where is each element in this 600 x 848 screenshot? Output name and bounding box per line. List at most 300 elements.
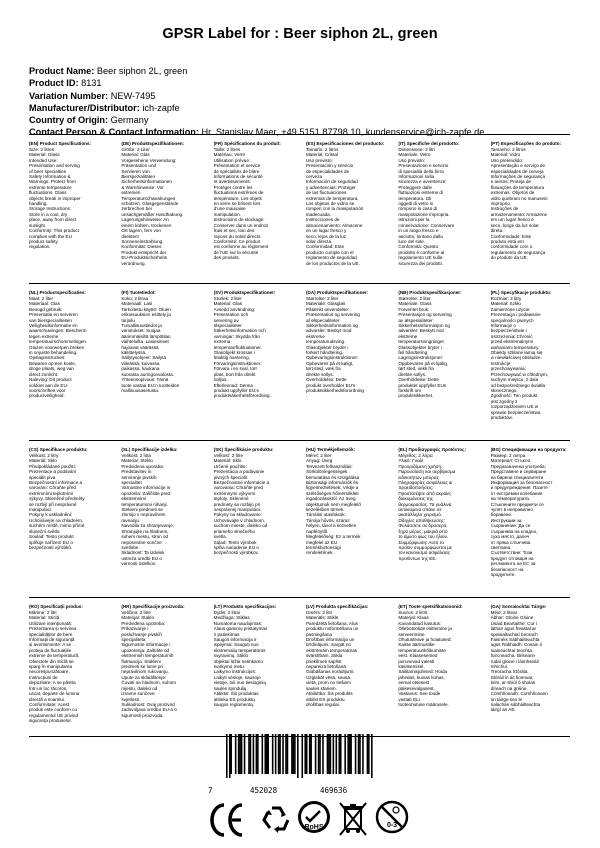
spec-line: suhem mestu, stran od	[121, 534, 169, 540]
spec-line: priameho slnečného	[213, 528, 256, 534]
svg-text:RoHS: RoHS	[304, 824, 324, 831]
product-info-key: Product Name:	[29, 66, 95, 76]
spec-line: Lagringsinstruksjoner:	[398, 355, 444, 361]
barcode-bar	[226, 734, 228, 778]
spec-line: speciálit piva	[29, 474, 56, 480]
spec-line: Materiale: Vetro	[398, 152, 431, 158]
product-info	[29, 65, 589, 139]
spec-line: suchom mieste, ďaleko od	[213, 523, 268, 529]
spec-line: brīdinājumi: Sargāt no	[305, 642, 351, 648]
spec-line: necorespunzătoare.	[29, 669, 70, 675]
spec-line: Ort lagern, fern von	[121, 228, 161, 234]
spec-column	[121, 447, 203, 595]
spec-line: Material: Steklo	[121, 458, 153, 464]
spec-line: handling.	[29, 201, 48, 207]
spec-line: Material: Glas	[121, 152, 150, 158]
spec-line: vidro quebram no manuseio	[490, 195, 548, 201]
spec-line: complies with the EU	[29, 233, 72, 239]
spec-line: Drošības informācija un	[305, 637, 355, 643]
product-info-row	[29, 65, 589, 77]
spec-line: tuote vastaa EU:n tuotteiden	[121, 382, 180, 388]
barcode-bar	[257, 734, 259, 774]
spec-heading: (LV) Produkta specifikācijas:	[305, 604, 369, 609]
rohs-icon	[298, 801, 330, 833]
spec-heading: (NL) Productspecificaties:	[29, 290, 86, 295]
spec-line: w niewłaściwej obsłudze.	[490, 355, 542, 361]
spec-line: solar directa.	[305, 238, 333, 244]
spec-line: bemutatása és szolgálása	[305, 474, 360, 480]
spec-heading: (HR) Specifikacije proizvoda:	[121, 604, 185, 609]
spec-line: place, away from direct	[29, 217, 77, 223]
spec-line: e avisos: Proteja de	[490, 179, 531, 185]
spec-line: szélsőséges hőmérsékleti	[305, 490, 359, 496]
spec-line: temperaturudsving.	[305, 339, 346, 345]
spec-line: des produits.	[213, 255, 240, 261]
spec-line: Bewaren op een koele,	[29, 360, 76, 366]
spec-line: .	[305, 393, 308, 399]
spec-line: bezpečnosti výrobkov.	[213, 550, 259, 556]
spec-line: flutuações de temperatura	[490, 184, 545, 190]
barcode-bar	[294, 734, 296, 774]
spec-line: Glasobjekt krossas i	[213, 350, 255, 356]
spec-line: Méret: 2 liter	[305, 453, 332, 458]
spec-line: Atitiktis: Šis produktas	[213, 691, 259, 697]
barcode-bar	[244, 734, 246, 774]
spec-heading: (RO) Specificații produs:	[29, 604, 83, 609]
spec-line: teploty. Sklenené	[213, 496, 249, 502]
trashbin-crossed-icon	[340, 803, 366, 835]
barcode-bar	[279, 734, 281, 774]
spec-line: af ølspecialiteter	[305, 317, 340, 323]
barcode	[226, 734, 374, 778]
spec-line: extremas. Objetos de	[490, 190, 535, 196]
spec-line: Φυλάσσετε σε δροσερό,	[398, 523, 448, 529]
spec-line: ekstreme	[398, 333, 418, 339]
spec-line: Presentasjon og servering	[398, 312, 452, 318]
spec-line: produktsikkerhet.	[398, 393, 434, 399]
spec-line: saugos reglamentą.	[213, 701, 255, 707]
spec-heading: (SK) Špecifikácie produktu:	[213, 447, 274, 452]
spec-line: Treoracha Stórála:	[490, 669, 529, 675]
spec-heading: (GA) Sonraíochtaí Táirge:	[490, 604, 547, 609]
spec-line: produktsäkerhetsförordning.	[213, 393, 271, 399]
spec-line: priekšmeti saplīst	[305, 658, 342, 664]
spec-line: на температурата.	[490, 496, 531, 502]
product-info-value: Beer siphon 2L, green	[96, 66, 188, 76]
spec-line: forskrift om	[398, 387, 422, 393]
spec-line: Материал: Стъкло	[490, 458, 531, 464]
spec-line: waarschuwingen: Bescherm	[29, 328, 87, 334]
spec-line: Prezentace a podávání	[29, 469, 77, 475]
product-info-row	[29, 126, 589, 138]
spec-line: varování: Chraňte před	[29, 485, 76, 491]
spec-line: Conformitate: Acest	[29, 701, 70, 707]
spec-line: vastab ELi	[398, 696, 420, 702]
barcode-bar	[368, 734, 370, 774]
spec-line: Presentatie en serveren	[29, 312, 78, 318]
spec-line: helyen, távol a közvetlen	[305, 523, 357, 529]
spec-line: Faisnéis Sábháilteachta	[490, 637, 540, 643]
spec-line: ekstremalių temperatūros	[213, 647, 266, 653]
spec-line: sluneční světlo.	[29, 528, 61, 534]
spec-line: безопасност на	[490, 566, 524, 572]
spec-line: Opbevaringsinstruktioner:	[305, 355, 359, 361]
spec-line: izravne sunčeve	[121, 691, 155, 697]
spec-line: Suurus: 2 liitrit	[398, 610, 428, 615]
spec-line: pasniegšana	[305, 631, 333, 637]
spec-line: y advertencias: Proteger	[305, 184, 356, 190]
spec-line: Størrelse: 2 liter	[305, 296, 339, 301]
spec-line: Sörkülönlegességek	[305, 469, 348, 475]
spec-column	[306, 141, 388, 281]
spec-line: przechowywania:	[490, 366, 526, 372]
spec-line: įspėjimai: Saugoti nuo	[213, 642, 259, 648]
product-info-row	[29, 77, 589, 89]
spec-line: Zgodność: Ten produkt	[490, 393, 538, 399]
spec-line: foircneacha. Briseann	[490, 653, 536, 659]
spec-line: servering av	[213, 317, 239, 323]
spec-line: cerveza	[305, 174, 323, 180]
spec-line: Storage Instructions:	[29, 206, 72, 212]
spec-line: äärimmäisiltä lämpötilan	[121, 333, 171, 339]
spec-line: hajoavat väärässä	[121, 344, 159, 350]
spec-column	[398, 290, 480, 438]
spec-line: posluživanje pivskih	[121, 631, 162, 637]
spec-line: Säilitamisjuhised: Hoida	[398, 669, 448, 675]
spec-line: ξηρό μέρος, μακριά από	[398, 528, 448, 534]
spec-line: Dydis: 2 litrai	[213, 610, 240, 615]
spec-line: pivných špecialít	[213, 474, 248, 480]
spec-line: ölspecialiteter	[213, 323, 242, 329]
spec-line: Prezentarea și servirea	[29, 626, 77, 632]
spec-line: регламента на ЕС за	[490, 561, 536, 567]
spec-line: Размер: 2 литра	[490, 453, 526, 458]
barcode-bar	[362, 734, 364, 774]
spec-line: eemal otsesest	[398, 680, 430, 686]
spec-line: tarjoilu	[121, 317, 135, 323]
spec-line: tegen extreme	[29, 333, 59, 339]
spec-line: depozitare: A se păstra	[29, 680, 76, 686]
spec-line: Určené použitie:	[213, 463, 247, 469]
spec-line: svetlobe.	[121, 544, 140, 550]
spec-line: Avsedd användning:	[213, 306, 256, 312]
spec-line: rompono in caso di	[398, 206, 438, 212]
spec-line: Sonneneinstrahlung.	[121, 238, 164, 244]
barcode-bar	[336, 734, 338, 774]
spec-line: regolamento UE sulla	[398, 255, 443, 261]
spec-line: purunevad valesti	[398, 658, 435, 664]
spec-line: Uchovávajte v chladnom,	[213, 517, 265, 523]
spec-line: Overholdelse: Dette	[305, 377, 347, 383]
spec-line: ingadozásoktól. Az üveg	[305, 496, 356, 502]
spec-line: megfelel az EU	[305, 539, 338, 545]
spec-line: almacenamiento: Almacene	[305, 222, 363, 228]
spec-line: Velikost: 2 litra	[121, 453, 151, 458]
spec-line: varovania: Chráňte pred	[213, 485, 263, 491]
spec-line: saules stariem.	[305, 685, 337, 691]
spec-line: nepravilnom rukovanju.	[121, 669, 169, 675]
spec-line: fluctuations extrêmes de	[213, 190, 264, 196]
spec-line: prodotto è conforme al	[398, 249, 445, 255]
spec-line: direkte sollys.	[398, 371, 427, 377]
spec-line: táirgí an AE.	[490, 707, 516, 713]
barcode-bar	[358, 734, 360, 774]
spec-line: słonecznego.	[490, 387, 518, 393]
spec-line: Õllebotoolide esitlemine ja	[398, 626, 452, 632]
spec-line: Bezpečnostné informácie a	[213, 480, 270, 486]
divider	[29, 134, 570, 135]
barcode-bar	[344, 734, 346, 774]
spec-line: opozorila: Zaščitite pred	[121, 490, 171, 496]
spec-line: splňuje nařízení EU o	[29, 539, 73, 545]
spec-line: Стъклените предмети се	[490, 501, 544, 507]
spec-line: Instrukcje	[490, 360, 511, 366]
spec-line: Vastavus: See toode	[398, 691, 441, 697]
spec-line: Size: 2 litres	[29, 147, 55, 152]
spec-line: Sigurnosne informacije i	[121, 642, 171, 648]
barcode-bar	[322, 734, 324, 774]
spec-column	[306, 447, 388, 595]
spec-line: extremas de temperatura.	[305, 195, 359, 201]
spec-line: de especialidades de	[305, 168, 350, 174]
spec-line: Prikazivanje i	[121, 626, 149, 632]
spec-line: продукт отговаря на	[490, 555, 534, 561]
spec-line: en verre se brisent lors	[213, 201, 261, 207]
barcode-bar	[282, 734, 284, 774]
spec-line: Materiaal: Glas	[29, 301, 60, 307]
spec-line: Overholdelse: Dette	[398, 377, 439, 383]
spec-line: van bierspecialiteiten	[29, 317, 72, 323]
spec-line: Efterlevnad: Denna	[213, 382, 253, 388]
spec-line: feil håndtering.	[398, 350, 429, 356]
spec-line: Præsentation og servering	[305, 312, 360, 318]
spec-line: от пряка слънчева	[490, 539, 531, 545]
spec-line: Bierspezialitäten	[121, 174, 156, 180]
spec-line: Οδηγίες αποθήκευσης:	[398, 517, 446, 523]
product-info-value: ich-zapfe	[142, 102, 180, 113]
spec-line: Presentation och	[213, 312, 249, 318]
spec-line: Produkt entspricht der	[121, 249, 167, 255]
spec-line: extrema	[213, 339, 231, 345]
spec-line: in un luogo fresco e	[398, 228, 439, 234]
spec-line: Storlek: 2 liter	[213, 296, 242, 301]
spec-line: zlomijo v nepravilnem	[121, 512, 166, 518]
spec-line: & Warnhinweise: Vor	[121, 184, 164, 190]
spec-line: Instructions de stockage:	[213, 217, 265, 223]
spec-line: Store in a cool, dry	[29, 211, 68, 217]
spec-line: διακυμάνσεις της	[398, 496, 433, 502]
spec-line: zerbrechen bei	[121, 206, 152, 212]
spec-line: en un lugar fresco y	[305, 228, 347, 234]
spec-line: speisialtachtaí beorach	[490, 631, 538, 637]
spec-line: αντικείμενα σπάνε σε	[398, 507, 442, 513]
spec-line: Yhteensopivuus: Tämä	[121, 377, 169, 383]
spec-line: suchém místě, mimo přímé	[29, 523, 85, 529]
spec-line: Material: Glass	[29, 152, 60, 158]
spec-line: manipulation.	[213, 211, 241, 217]
spec-line: temperatura. Gli	[398, 195, 432, 201]
spec-line: и предупреждения: Пазете	[490, 485, 548, 491]
product-info-value: 8131	[81, 78, 102, 89]
spec-line: Materijal: Staklo	[121, 615, 155, 621]
compliance-symbols	[0, 797, 600, 839]
spec-line: Glabāšanas norādījumi:	[305, 669, 355, 675]
spec-heading: (EL) Προδιαγραφές προϊόντος:	[398, 447, 467, 452]
spec-line: ostrzeżenia: Chronić	[490, 333, 533, 339]
spec-line: de las fluctuaciones	[305, 190, 347, 196]
barcode-bar	[241, 734, 243, 774]
spec-line: produkt overholder EU's	[305, 382, 356, 388]
spec-line: Temperaturschwankungen	[121, 195, 176, 201]
spec-column	[491, 604, 573, 734]
barcode-bar	[318, 734, 320, 774]
spec-line: Kavandatud kasutus:	[398, 620, 442, 626]
spec-line: Prezentacja i podawanie	[490, 312, 541, 318]
spec-line: Tárolási utasítások:	[305, 512, 346, 518]
spec-line: regulamentul UE privind	[29, 712, 79, 718]
spec-line: Opbevares på et køligt,	[305, 360, 354, 366]
spec-line: Instruções de	[490, 206, 519, 212]
spec-line: προϊόντων της ΕΕ.	[398, 555, 437, 561]
spec-line: produkt uppfyller EU:s	[213, 387, 259, 393]
spec-line: Dimensione: 2 litri	[398, 147, 435, 152]
spec-line: ravnanju.	[121, 517, 141, 523]
spec-line: Información de seguridad	[305, 179, 358, 185]
spec-line: specialitet	[121, 480, 142, 486]
product-info-row	[29, 90, 589, 102]
spec-line: Safety Information &	[29, 174, 71, 180]
barcode-bar	[272, 734, 274, 774]
spec-line: mhíchuí.	[490, 664, 509, 670]
spec-column	[29, 604, 111, 734]
spec-line: Materiale: Glasglas	[305, 301, 346, 307]
spec-line: Saugos informacija ir	[213, 637, 257, 643]
spec-line: Čuvati na hladnom, suhom	[121, 680, 176, 686]
spec-line: Megfelelőség: Ez a termék	[305, 534, 361, 540]
spec-line: extreme temperature	[29, 184, 72, 190]
spec-line: temperatuurikõikumiste	[398, 647, 446, 653]
spec-line: Material: Vidro	[490, 152, 521, 158]
spec-line: drošības regulai.	[305, 701, 340, 707]
spec-line: Informacje o	[490, 323, 516, 329]
age-warning-icon	[377, 802, 407, 832]
spec-line: température. Les objets	[213, 195, 262, 201]
barcode-bar	[310, 734, 312, 774]
product-info-value: Hr. Stanislav Maer, +49 5151 87798 10, kundenservice@ich-zapfe.de	[201, 127, 485, 138]
spec-line: Matériau: Verre	[213, 152, 246, 158]
spec-line: direktem	[121, 233, 139, 239]
spec-line: Anyag: Üveg	[305, 458, 333, 464]
spec-line: Izmērs: 2 litri	[305, 610, 333, 615]
spec-line: το άμεσο φως του ήλιου.	[398, 534, 449, 540]
spec-line: Säkerhetsinformation och	[213, 328, 266, 334]
spec-line: varoitukset: Suojaa	[121, 328, 161, 334]
spec-line: ekstreme	[305, 333, 325, 339]
spec-line: advarsler: Beskyt mod	[305, 328, 352, 334]
spec-heading: (SL) Specifikacije izdelka:	[121, 447, 178, 452]
spec-line: Säilytysohjeet: Säilytä	[121, 355, 167, 361]
spec-line: Materiāls: Stikls	[305, 615, 339, 621]
barcode-bar	[297, 734, 299, 778]
barcode-bar	[347, 734, 349, 774]
spec-line: jahedas, kuivas kohas,	[398, 674, 445, 680]
spec-line: Pokyny na skladovanie:	[213, 512, 262, 518]
spec-heading: (FI) Tuotetiedot:	[121, 290, 156, 295]
barcode-bar	[256, 734, 258, 774]
spec-line: Prezentácia a podávanie	[213, 469, 265, 475]
spec-line: wahaniami temperatury.	[490, 344, 540, 350]
spec-line: an táirge seo le	[490, 696, 523, 702]
spec-line: saulės spindulių.	[213, 685, 248, 691]
barcode-bar	[328, 734, 330, 774]
spec-column	[398, 447, 480, 595]
spec-line: Υλικό: Γυαλί	[398, 458, 424, 464]
spec-line: Upute za skladištenje:	[121, 674, 167, 680]
spec-line: Predstavitev in	[121, 469, 152, 475]
barcode-bar	[319, 734, 321, 774]
spec-column	[214, 141, 296, 281]
spec-heading: (IT) Specifiche del prodotto:	[398, 141, 460, 146]
barcode-bar	[285, 734, 287, 774]
spec-line: av ølspesialiteter	[398, 317, 433, 323]
spec-line: ειδικοτήτων μπύρας	[398, 474, 439, 480]
spec-line: Uso previsto:	[305, 157, 333, 163]
spec-line: rompen con la manipulación	[305, 206, 364, 212]
spec-line: sigurnosti proizvoda.	[121, 712, 164, 718]
spec-line: Informazioni sulla	[398, 174, 435, 180]
spec-line: Съответствие: Този	[490, 550, 533, 556]
spec-line: Atbilstība: Šis produkts	[305, 691, 353, 697]
spec-line: Apresentação e serviço de	[490, 163, 546, 169]
spec-line: Alaus gaminių pristatymas	[213, 626, 268, 632]
spec-line: od bezpośredniego światła	[490, 382, 546, 388]
spec-line: svārstībām. Stikla	[305, 653, 343, 659]
spec-line: Størrelse: 2 liter	[398, 296, 431, 301]
spec-line: Tamaño: 2 litros	[305, 147, 339, 152]
spec-line: от екстремни колебания	[490, 490, 543, 496]
spec-line: tørt sted, vekk fra	[398, 366, 434, 372]
spec-line: láthair agus freastal ar	[490, 626, 537, 632]
spec-line: Μέγεθος: 2 λίτρα	[398, 453, 433, 458]
barcode-bar	[306, 734, 308, 774]
spec-line: Ohutusteave ja hoiatused:	[398, 637, 452, 643]
spec-line: ekstrēmām temperatūras	[305, 647, 358, 653]
spec-line: advarsler: Beskytt mot	[398, 328, 444, 334]
spec-line: Uso previsto:	[398, 157, 426, 163]
spec-line: Úsáid Beartaithe: Cur i	[490, 620, 537, 626]
spec-line: Soulad: Tento produkt	[29, 534, 74, 540]
recycle-icon	[264, 808, 288, 833]
spec-line: svyravimų. Stiklo	[213, 653, 249, 659]
spec-line: Veličina: 2 litre	[121, 610, 151, 615]
spec-line: paikassa, kaukana	[121, 366, 160, 372]
spec-line: termékbiztonsági	[305, 544, 341, 550]
barcode-bar	[235, 734, 237, 774]
spec-line: съхранение: Да се	[490, 523, 531, 529]
product-info-key: Variation Number:	[29, 90, 109, 101]
spec-line: product safety	[29, 238, 58, 244]
spec-line: luce del sole.	[398, 238, 426, 244]
spec-line: felaktig hantering.	[213, 355, 250, 361]
spec-line: agus Rabhaidh: Cosain ó	[490, 642, 543, 648]
spec-line: Kaitse äärmuslike	[398, 642, 435, 648]
barcode-bar	[327, 734, 329, 774]
spec-line: objektai lūžta netinkamo	[213, 658, 263, 664]
spec-line: Tamanho: 2 litros	[490, 147, 526, 152]
spec-line: manipolazione impropria.	[398, 211, 450, 217]
spec-line: Rozmiar: 2 litry	[490, 296, 522, 301]
spec-line: τον κανονισμό ασφάλειας	[398, 550, 450, 556]
